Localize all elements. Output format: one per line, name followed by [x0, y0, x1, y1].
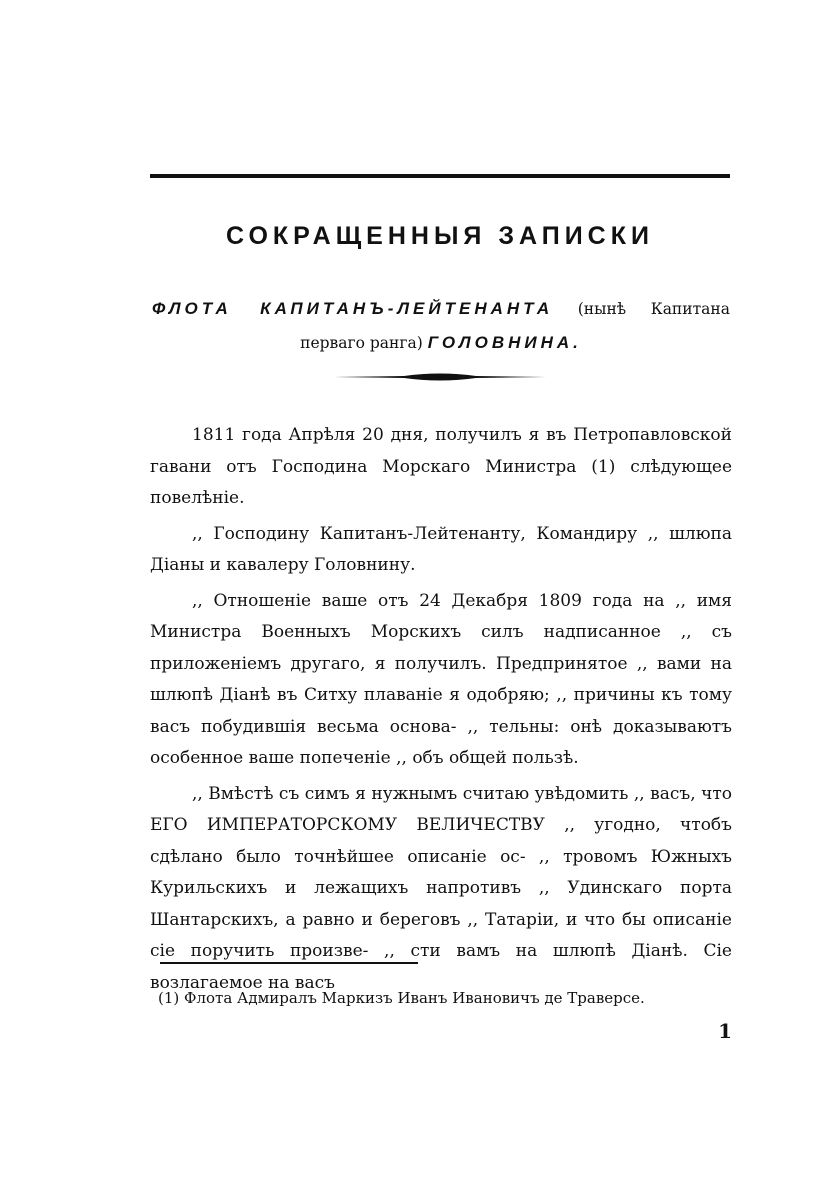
header-rule — [150, 174, 730, 178]
subtitle-note: (нынѣ Капитана перваго ранга) — [300, 300, 730, 352]
page-number: 1 — [718, 1019, 732, 1043]
page-subtitle — [152, 292, 730, 360]
paragraph-relation: ,, Отношеніе ваше отъ 24 Декабря 1809 года на ,, имя Министра Военныхъ Морскихъ силъ надписанное ,, съ приложеніемъ другаго, я получилъ. Предпринятое ,, вами на шлюпѣ Діанѣ въ Ситху плаваніе я одобряю; ,, причины къ тому васъ побудившія весьма основа- ,, тельны: онѣ доказываютъ особенное ваше попеченіе ,, объ общей пользѣ. — [150, 590, 732, 768]
ornament-divider — [334, 371, 546, 383]
body-text — [150, 420, 732, 999]
footnote-rule — [160, 962, 418, 964]
subtitle-rank: ФЛОТА КАПИТАНЪ-ЛЕЙТЕНАНТА — [152, 299, 554, 318]
page-title: СОКРАЩЕННЫЯ ЗАПИСКИ — [226, 222, 654, 250]
paragraph-notice: ,, Вмѣстѣ съ симъ я нужнымъ считаю увѣдомить ,, васъ, что ЕГО ИМПЕРАТОРСКОМУ ВЕЛИЧЕСТВУ ,, угодно, чтобъ сдѣлано было точнѣйшее описаніе ос- ,, тровомъ Южныхъ Курильскихъ и лежащихъ напротивъ ,, Удинскаго порта Шантарскихъ, а равно и береговъ ,, Татаріи, и что бы описаніе сіе поручить произве- ,, сти вамъ на шлюпѣ Діанѣ. Сіе возлагаемое на васъ — [150, 783, 732, 993]
paragraph-intro: 1811 года Апрѣля 20 дня, получилъ я въ Петропавловской гавани отъ Господина Морскаго Министра (1) слѣдующее повелѣніе. — [150, 425, 732, 508]
footnote: (1) Флота Адмиралъ Маркизъ Иванъ Ивановичъ де Траверсе. — [158, 989, 645, 1007]
subtitle-name: ГОЛОВНИНА. — [427, 333, 582, 352]
paragraph-address: ,, Господину Капитанъ-Лейтенанту, Командиру ,, шлюпа Діаны и кавалеру Головнину. — [150, 523, 732, 575]
